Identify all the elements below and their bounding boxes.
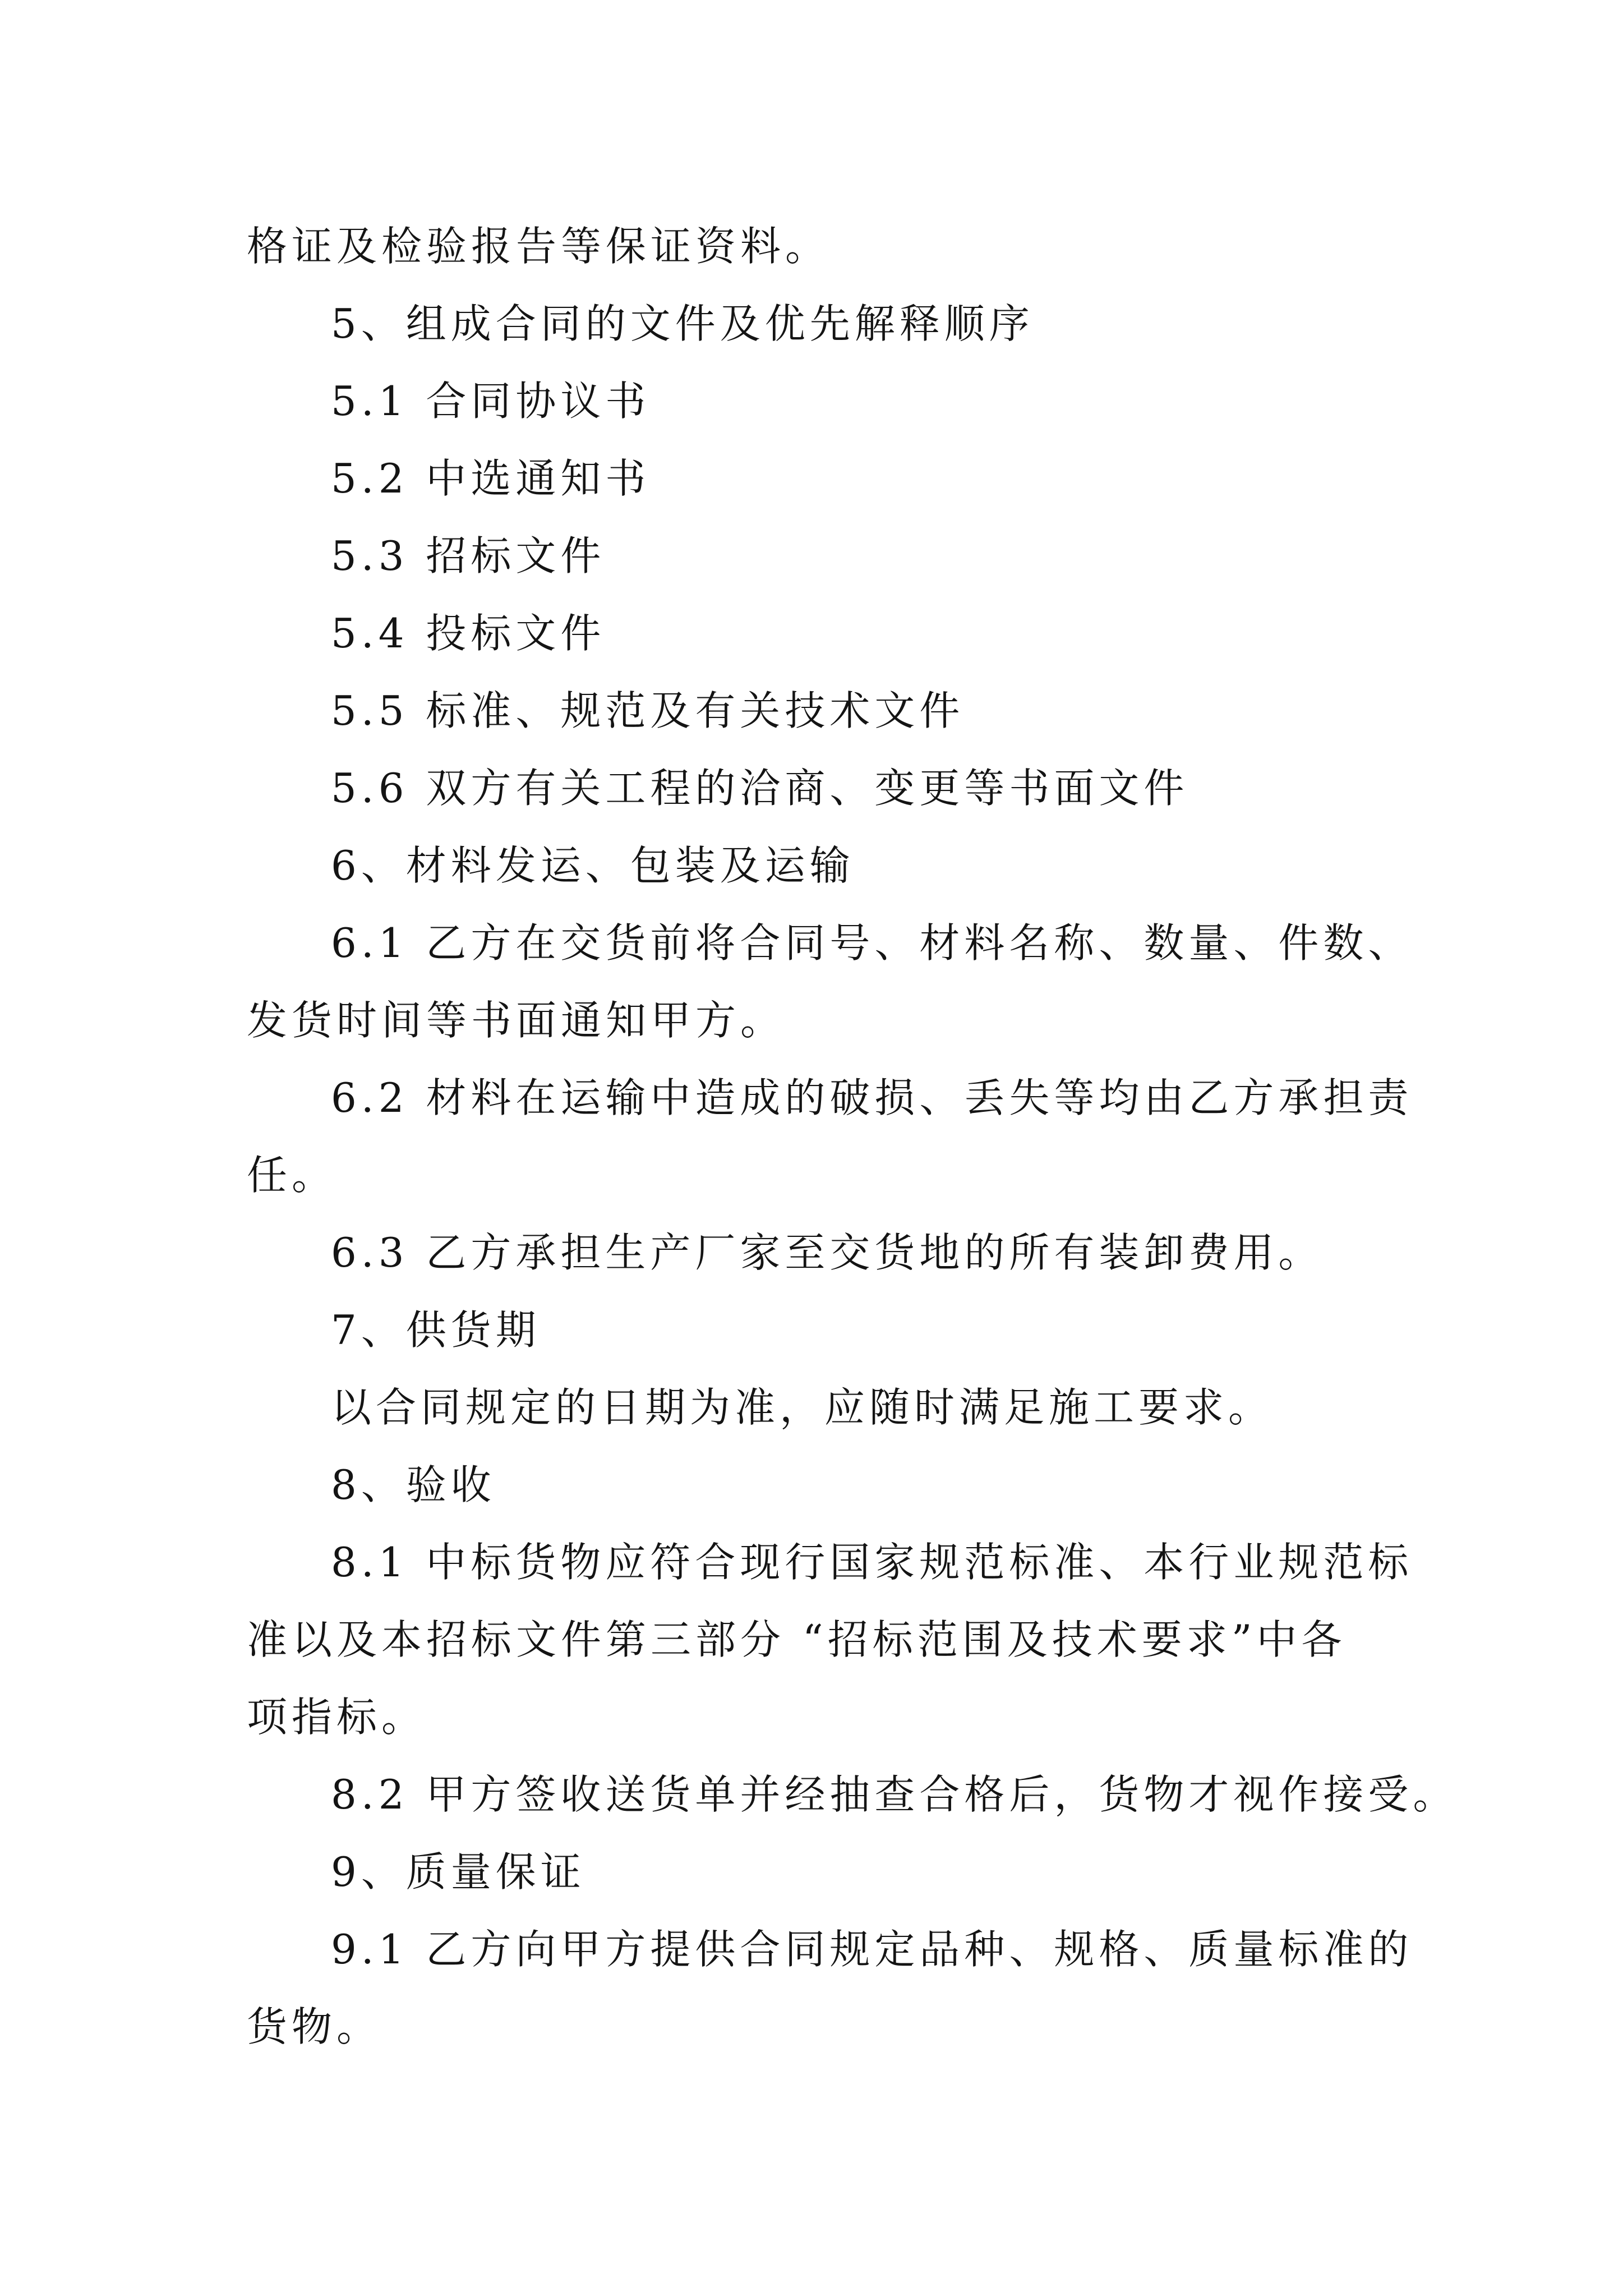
text-line: 6.1 乙方在交货前将合同号、材料名称、数量、件数、 xyxy=(331,919,1413,967)
section-heading: 5、组成合同的文件及优先解释顺序 xyxy=(331,300,1034,347)
text-line: 货物。 xyxy=(247,2003,382,2050)
text-line: 5.6 双方有关工程的洽商、变更等书面文件 xyxy=(331,765,1189,812)
text-line: 8.2 甲方签收送货单并经抽查合格后，货物才视作接受。 xyxy=(331,1771,1458,1818)
text-line: 项指标。 xyxy=(247,1694,427,1741)
section-heading: 9、质量保证 xyxy=(331,1848,585,1895)
text-line: 格证及检验报告等保证资料。 xyxy=(247,223,831,270)
text-line: 8.1 中标货物应符合现行国家规范标准、本行业规范标 xyxy=(331,1539,1413,1586)
section-heading: 8、验收 xyxy=(331,1461,496,1508)
section-heading: 6、材料发运、包装及运输 xyxy=(331,842,855,889)
text-line: 发货时间等书面通知甲方。 xyxy=(247,997,786,1044)
text-line: 5.2 中选通知书 xyxy=(331,455,651,502)
text-line: 5.5 标准、规范及有关技术文件 xyxy=(331,687,965,734)
text-line: 5.1 合同协议书 xyxy=(331,378,651,425)
text-line: 任。 xyxy=(247,1152,337,1199)
text-line: 5.3 招标文件 xyxy=(331,532,606,579)
text-line: 准以及本招标文件第三部分 “招标范围及技术要求”中各 xyxy=(247,1616,1347,1663)
document-body xyxy=(247,208,1458,2065)
text-line: 9.1 乙方向甲方提供合同规定品种、规格、质量标准的 xyxy=(331,1926,1413,1973)
section-heading: 7、供货期 xyxy=(331,1306,541,1354)
text-line: 6.2 材料在运输中造成的破损、丢失等均由乙方承担责 xyxy=(331,1074,1413,1121)
text-line: 6.3 乙方承担生产厂家至交货地的所有装卸费用。 xyxy=(331,1229,1324,1276)
text-line: 以合同规定的日期为准，应随时满足施工要求。 xyxy=(331,1384,1274,1431)
text-line: 5.4 投标文件 xyxy=(331,610,606,657)
